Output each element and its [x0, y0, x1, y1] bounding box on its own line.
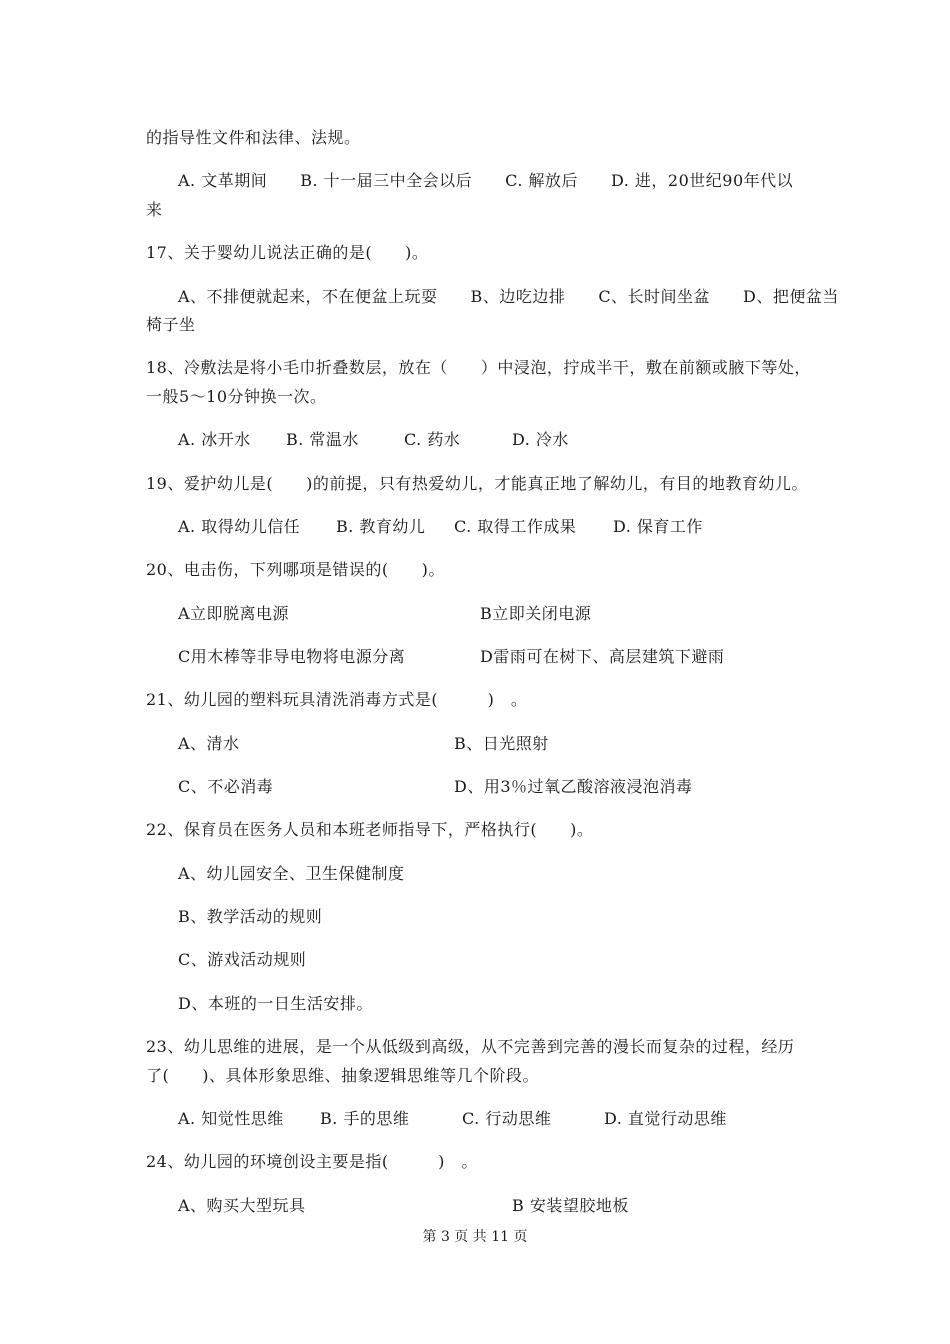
q24-option-b: B 安装望胶地板: [512, 1196, 629, 1215]
q20-option-a: A立即脱离电源: [178, 604, 290, 623]
q22-option-a: A、幼儿园安全、卫生保健制度: [178, 864, 405, 883]
q22-stem: 22、保育员在医务人员和本班老师指导下，严格执行( )。: [146, 820, 594, 839]
q24-stem: 24、幼儿园的环境创设主要是指( ) 。: [146, 1152, 478, 1171]
q19-stem: 19、爱护幼儿是( )的前提，只有热爱幼儿，才能真正地了解幼儿，有目的地教育幼儿。: [146, 474, 808, 493]
q23-option-d: D. 直觉行动思维: [604, 1109, 727, 1128]
q17-stem: 17、关于婴幼儿说法正确的是( )。: [146, 243, 429, 262]
q17-options: A、不排便就起来，不在便盆上玩耍 B、边吃边排 C、长时间坐盆 D、把便盆当: [178, 287, 839, 306]
q22-option-b: B、教学活动的规则: [178, 907, 323, 926]
q20-stem: 20、电击伤，下列哪项是错误的( )。: [146, 560, 445, 579]
q20-option-d: D雷雨可在树下、高层建筑下避雨: [480, 647, 725, 666]
q18-option-c: C. 药水: [404, 430, 461, 449]
page-footer: 第 3 页 共 11 页: [422, 1229, 528, 1245]
q21-option-a: A、清水: [178, 734, 240, 753]
q19-option-d: D. 保育工作: [613, 517, 703, 536]
q23-option-a: A. 知觉性思维: [178, 1109, 284, 1128]
q21-option-c: C、不必消毒: [178, 777, 274, 796]
q20-option-b: B立即关闭电源: [480, 604, 592, 623]
q16-options-wrap: 来: [146, 200, 163, 219]
q24-option-a: A、购买大型玩具: [178, 1196, 306, 1215]
q23-stem-line2: 了( )、具体形象思维、抽象逻辑思维等几个阶段。: [146, 1066, 539, 1085]
intro-tail-text: 的指导性文件和法律、法规。: [146, 128, 361, 147]
q22-option-c: C、游戏活动规则: [178, 950, 307, 969]
q16-options: A. 文革期间 B. 十一届三中全会以后 C. 解放后 D. 进，20世纪90年代以: [178, 171, 794, 190]
q23-option-b: B. 手的思维: [320, 1109, 410, 1128]
q19-option-a: A. 取得幼儿信任: [178, 517, 301, 536]
q21-option-d: D、用3％过氧乙酸溶液浸泡消毒: [454, 777, 693, 796]
q22-option-d: D、本班的一日生活安排。: [178, 994, 373, 1013]
q18-option-d: D. 冷水: [512, 430, 569, 449]
q21-stem: 21、幼儿园的塑料玩具清洗消毒方式是( ) 。: [146, 690, 528, 709]
q19-option-c: C. 取得工作成果: [454, 517, 577, 536]
q20-option-c: C用木棒等非导电物将电源分离: [178, 647, 406, 666]
q23-stem-line1: 23、幼儿思维的进展，是一个从低级到高级，从不完善到完善的漫长而复杂的过程，经历: [146, 1037, 795, 1056]
q18-option-b: B. 常温水: [286, 430, 359, 449]
q17-options-wrap: 椅子坐: [146, 315, 196, 334]
q21-option-b: B、日光照射: [454, 734, 549, 753]
q18-option-a: A. 冰开水: [178, 430, 251, 449]
q18-stem-line1: 18、冷敷法是将小毛巾折叠数层，放在（ ）中浸泡，拧成半干，敷在前额或腋下等处，: [146, 358, 811, 377]
q23-option-c: C. 行动思维: [462, 1109, 552, 1128]
q19-option-b: B. 教育幼儿: [336, 517, 426, 536]
q18-stem-line2: 一般5～10分钟换一次。: [146, 387, 327, 406]
